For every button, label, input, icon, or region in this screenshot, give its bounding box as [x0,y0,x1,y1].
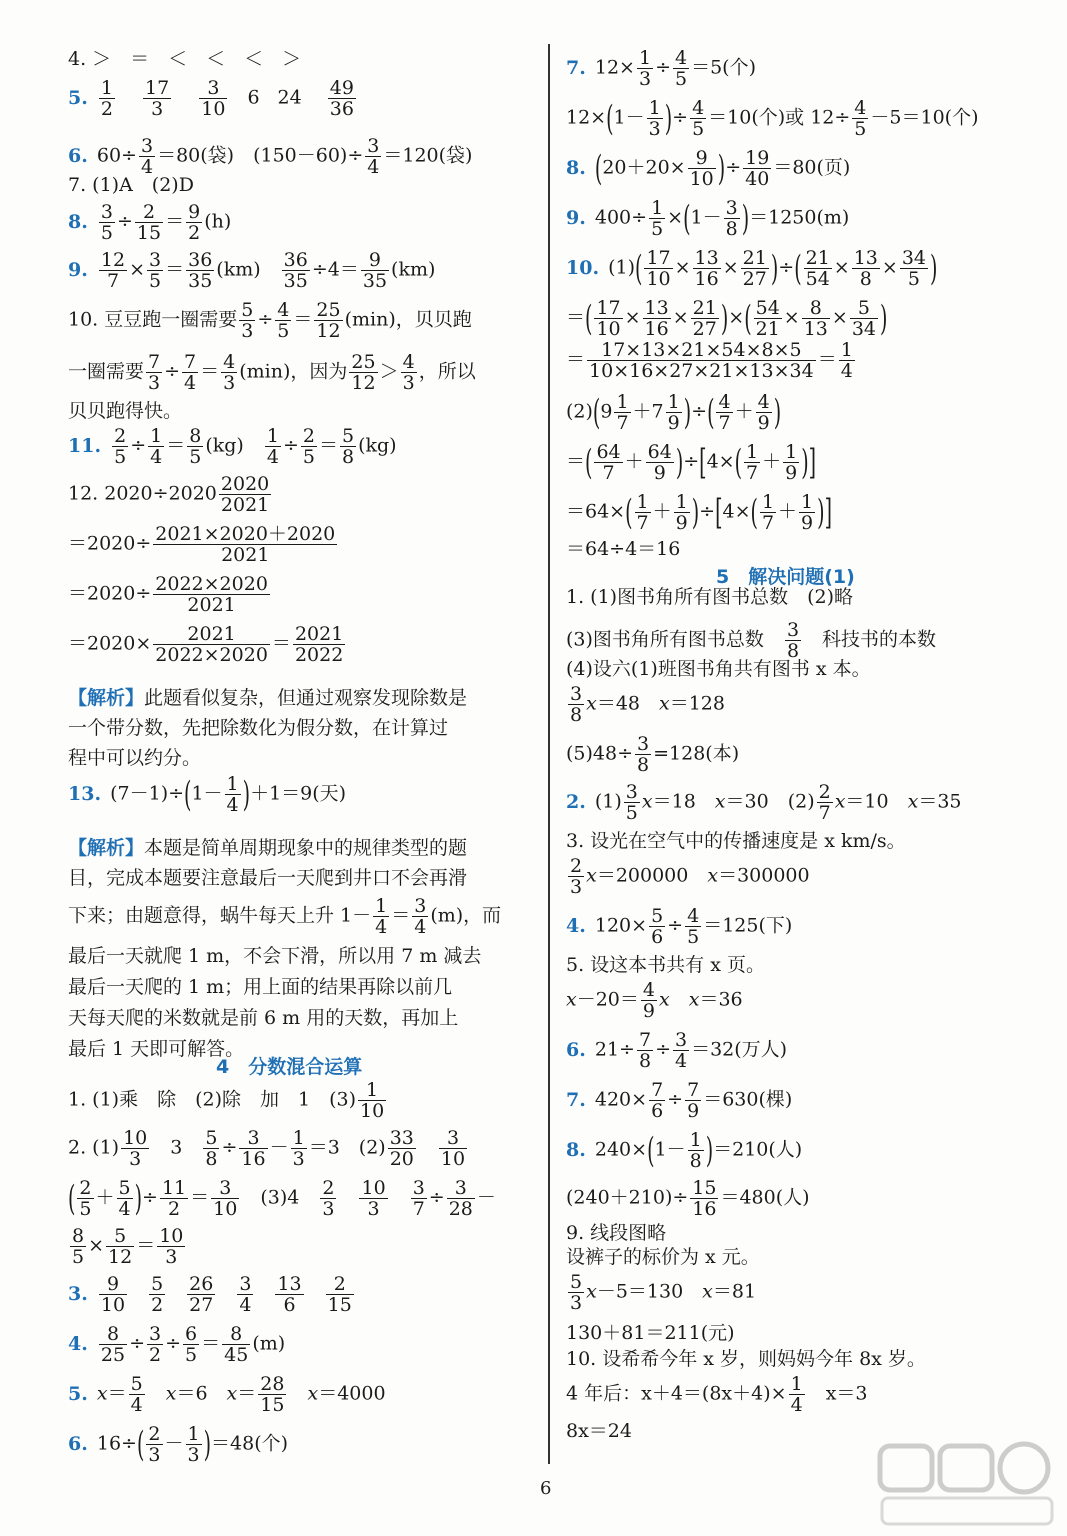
answer-r10-4: (2)(9 $\frac{1}{7}$ ＋7 $\frac{1}{9}$ )÷( $\frac{4}{7}$ ＋ $\frac{4}{9}$ ) [566,391,782,434]
s4-answer-3: 3. $\frac{9}{10}$ $\frac{5}{2}$ $\frac{26}{27}$ $\frac{3}{4}$ $\frac{13}{6}$ $\frac{2}{15}$ [68,1273,352,1316]
s5-answer-7: 7. 420× $\frac{7}{6}$ ÷ $\frac{7}{9}$ ＝630(棵) [566,1079,793,1122]
s5-answer-9: 9. 线段图略 [566,1222,667,1244]
analysis-13-a: 【解析】本题是简单周期现象中的规律类型的题 目，完成本题要注意最后一天爬到井口不会再滑 [68,837,468,889]
s4-answer-5: 5. x＝ $\frac{5}{4}$ x＝6 x＝ $\frac{28}{15}$ x＝4000 [68,1373,386,1416]
section-title-4: 4 分数混合运算 [216,1056,363,1078]
answer-8: 8. $\frac{3}{5}$ ÷ $\frac{2}{15}$ ＝ $\frac{9}{2}$ (h) [68,201,232,244]
answer-11: 11. $\frac{2}{5}$ ÷ $\frac{1}{4}$ ＝ $\frac{8}{5}$ (kg) $\frac{1}{4}$ ÷ $\frac{2}{5}$ ＝ $\frac{5}{8}$ (kg) [68,425,397,468]
answer-12-line3: ＝2020÷ $\frac{2022\times 2020}{2021}$ [68,573,268,616]
s5-answer-4: 4. 120× $\frac{5}{6}$ ÷ $\frac{4}{5}$ ＝125(下) [566,905,793,948]
s4-answer-2-line2: ( $\frac{2}{5}$ ＋ $\frac{5}{4}$ )÷ $\frac{11}{2}$ ＝ $\frac{3}{10}$ (3)4 $\frac{2}{3}$ $\frac{10}{3}$ $\frac{3}{7}$ ÷ $\frac{3}{28}$ － [68,1177,496,1220]
answer-10-line1: 10. 豆豆跑一圈需要 $\frac{5}{3}$ ÷ $\frac{4}{5}$ ＝ $\frac{25}{12}$ (min)，贝贝跑 [68,299,472,342]
answer-5: 5. $\frac{1}{2}$ $\frac{17}{3}$ $\frac{3}{10}$ 6 24 $\frac{49}{36}$ [68,77,354,120]
s5-answer-8-b: (240＋210)÷ $\frac{15}{16}$ ＝480(人) [566,1177,810,1220]
answer-7: 7. (1)A (2)D [68,174,194,196]
s5-answer-1-4: (4)设六(1)班图书角共有图书 x 本。 [566,658,871,680]
s4-answer-2-line1: 2. (1) $\frac{10}{3}$ 3 $\frac{5}{8}$ ÷ $\frac{3}{16}$ － $\frac{1}{3}$ ＝3 (2) $\frac{33}{20}$ $\frac{3}{10}$ [68,1127,466,1170]
s5-answer-8: 8. 240×(1－ $\frac{1}{8}$ )＝210(人) [566,1129,803,1172]
answer-r7-b: 12×(1－ $\frac{1}{3}$ )÷ $\frac{4}{5}$ ＝10(个)或 12÷ $\frac{4}{5}$ －5＝10(个) [566,97,979,140]
s4-answer-6: 6. 16÷( $\frac{2}{3}$ － $\frac{1}{3}$ )＝48(个) [68,1423,289,1466]
s5-answer-1-3: (3)图书角所有图书总数 $\frac{3}{8}$ 科技书的本数 [566,619,937,662]
answer-r10-1: 10. (1)( $\frac{17}{10}$ × $\frac{13}{16}$ × $\frac{21}{27}$ )÷( $\frac{21}{54}$ × $\frac{13}{8}$ × $\frac{34}{5}$ ) [566,247,938,290]
answer-12-line1: 12. 2020÷2020 $\frac{2020}{2021}$ [68,473,270,516]
s4-answer-4: 4. $\frac{8}{25}$ ÷ $\frac{3}{2}$ ÷ $\frac{6}{5}$ ＝ $\frac{8}{45}$ (m) [68,1323,286,1366]
analysis-12: 【解析】此题看似复杂，但通过观察发现除数是 一个带分数，先把除数化为假分数，在计算过 程中可以约分。 [68,687,468,769]
answer-12-line2: ＝2020÷ $\frac{2021\times 2020+2020}{2021}$ [68,523,336,566]
s5-answer-10-eq: 4 年后：x＋4＝(8x＋4)× $\frac{1}{4}$ x＝3 [566,1373,868,1416]
column-divider [548,44,550,1464]
answer-r8: 8. (20＋20× $\frac{9}{10}$ )÷ $\frac{19}{40}$ ＝80(页) [566,147,851,190]
answer-r7: 7. 12× $\frac{1}{3}$ ÷ $\frac{4}{5}$ ＝5(个) [566,47,757,90]
answer-13: 13. (7－1)÷(1－ $\frac{1}{4}$ )＋1＝9(天) [68,773,347,816]
answer-r10-7: ＝64÷4＝16 [566,538,681,560]
s5-answer-5-eq: x－20＝ $\frac{4}{9}$ x x＝36 [566,979,743,1022]
analysis-13-c: 最后一天就爬 1 m，不会下滑，所以用 7 m 减去 最后一天爬的 1 m；用上面的结果再除以前几 天每天爬的米数就是前 6 m 用的天数，再加上 最后 1 天即可解答。 [68,945,482,1060]
answer-r10-2: ＝( $\frac{17}{10}$ × $\frac{13}{16}$ × $\frac{21}{27}$ )×( $\frac{54}{21}$ × $\frac{8}{13}$ × $\frac{5}{34}$ ) [566,297,888,340]
answer-10-line3: 贝贝跑得快。 [68,400,183,422]
s5-answer-10: 10. 设希希今年 x 岁，则妈妈今年 8x 岁。 [566,1348,926,1370]
answer-r10-3: ＝ $\frac{17\times 13\times 21\times 54\times 8\times 5}{10\times 16\times 27\times 21\times 13\times 34}$ ＝ $\frac{1}{4}$ [566,339,853,382]
s5-answer-1-4-eq: $\frac{3}{8}$ x＝48 x＝128 [570,683,725,726]
s5-answer-9-b: 设裤子的标价为 x 元。 [566,1246,760,1268]
answer-10-line2: 一圈需要 $\frac{7}{3}$ ÷ $\frac{7}{4}$ ＝ $\frac{4}{3}$ (min)，因为 $\frac{25}{12}$ ＞ $\frac{4}{3}$ ，所以 [68,351,476,394]
s5-answer-1-1: 1. (1)图书角所有图书总数 (2)略 [566,586,853,608]
s5-answer-5: 5. 设这本书共有 x 页。 [566,954,765,976]
s5-answer-9-c: 130＋81＝211(元) [566,1322,735,1344]
s5-answer-1-5: (5)48÷ $\frac{3}{8}$ =128(本) [566,733,740,776]
s5-answer-6: 6. 21÷ $\frac{7}{8}$ ÷ $\frac{3}{4}$ ＝32(万人) [566,1029,788,1072]
s5-answer-3: 3. 设光在空气中的传播速度是 x km/s。 [566,830,906,852]
answer-9: 9. $\frac{12}{7}$ × $\frac{3}{5}$ ＝ $\frac{36}{35}$ (km) $\frac{36}{35}$ ÷4＝ $\frac{9}{35}$ (km) [68,249,436,292]
s4-answer-2-line3: $\frac{8}{5}$ × $\frac{5}{12}$ ＝ $\frac{10}{3}$ [72,1225,184,1268]
s4-answer-1: 1. (1)乘 除 (2)除 加 1 (3) $\frac{1}{10}$ [68,1079,385,1122]
answer-r9: 9. 400÷ $\frac{1}{5}$ ×(1－ $\frac{3}{8}$ )＝1250(m) [566,197,850,240]
s5-answer-10-c: 8x＝24 [566,1420,632,1442]
section-title-5: 5 解决问题(1) [716,566,855,588]
answer-12-line4: ＝2020× $\frac{2021}{2022\times 2020}$ ＝ $\frac{2021}{2022}$ [68,623,344,666]
s5-answer-3-eq: $\frac{2}{3}$ x＝200000 x＝300000 [570,855,810,898]
answer-r10-6: ＝64×( $\frac{1}{7}$ ＋ $\frac{1}{9}$ )÷[4×( $\frac{1}{7}$ ＋ $\frac{1}{9}$ )] [566,491,832,534]
s5-answer-9-eq: $\frac{5}{3}$ x－5＝130 x＝81 [570,1271,757,1314]
answer-4: 4. ＞ ＝ ＜ ＜ ＜ ＞ [68,48,302,70]
page-number: 6 [540,1478,552,1499]
watermark-logo [872,1440,1062,1530]
answer-6: 6. 60÷ $\frac{3}{4}$ ＝80(袋) (150－60)÷ $\frac{3}{4}$ ＝120(袋) [68,135,473,178]
answer-r10-5: ＝( $\frac{64}{7}$ ＋ $\frac{64}{9}$ )÷[4×( $\frac{1}{7}$ ＋ $\frac{1}{9}$ )] [566,441,817,484]
s5-answer-2: 2. (1) $\frac{3}{5}$ x＝18 x＝30 (2) $\frac{2}{7}$ x＝10 x＝35 [566,781,962,824]
analysis-13-b: 下来；由题意得，蜗牛每天上升 1－ $\frac{1}{4}$ ＝ $\frac{3}{4}$ (m)，而 [68,895,502,938]
